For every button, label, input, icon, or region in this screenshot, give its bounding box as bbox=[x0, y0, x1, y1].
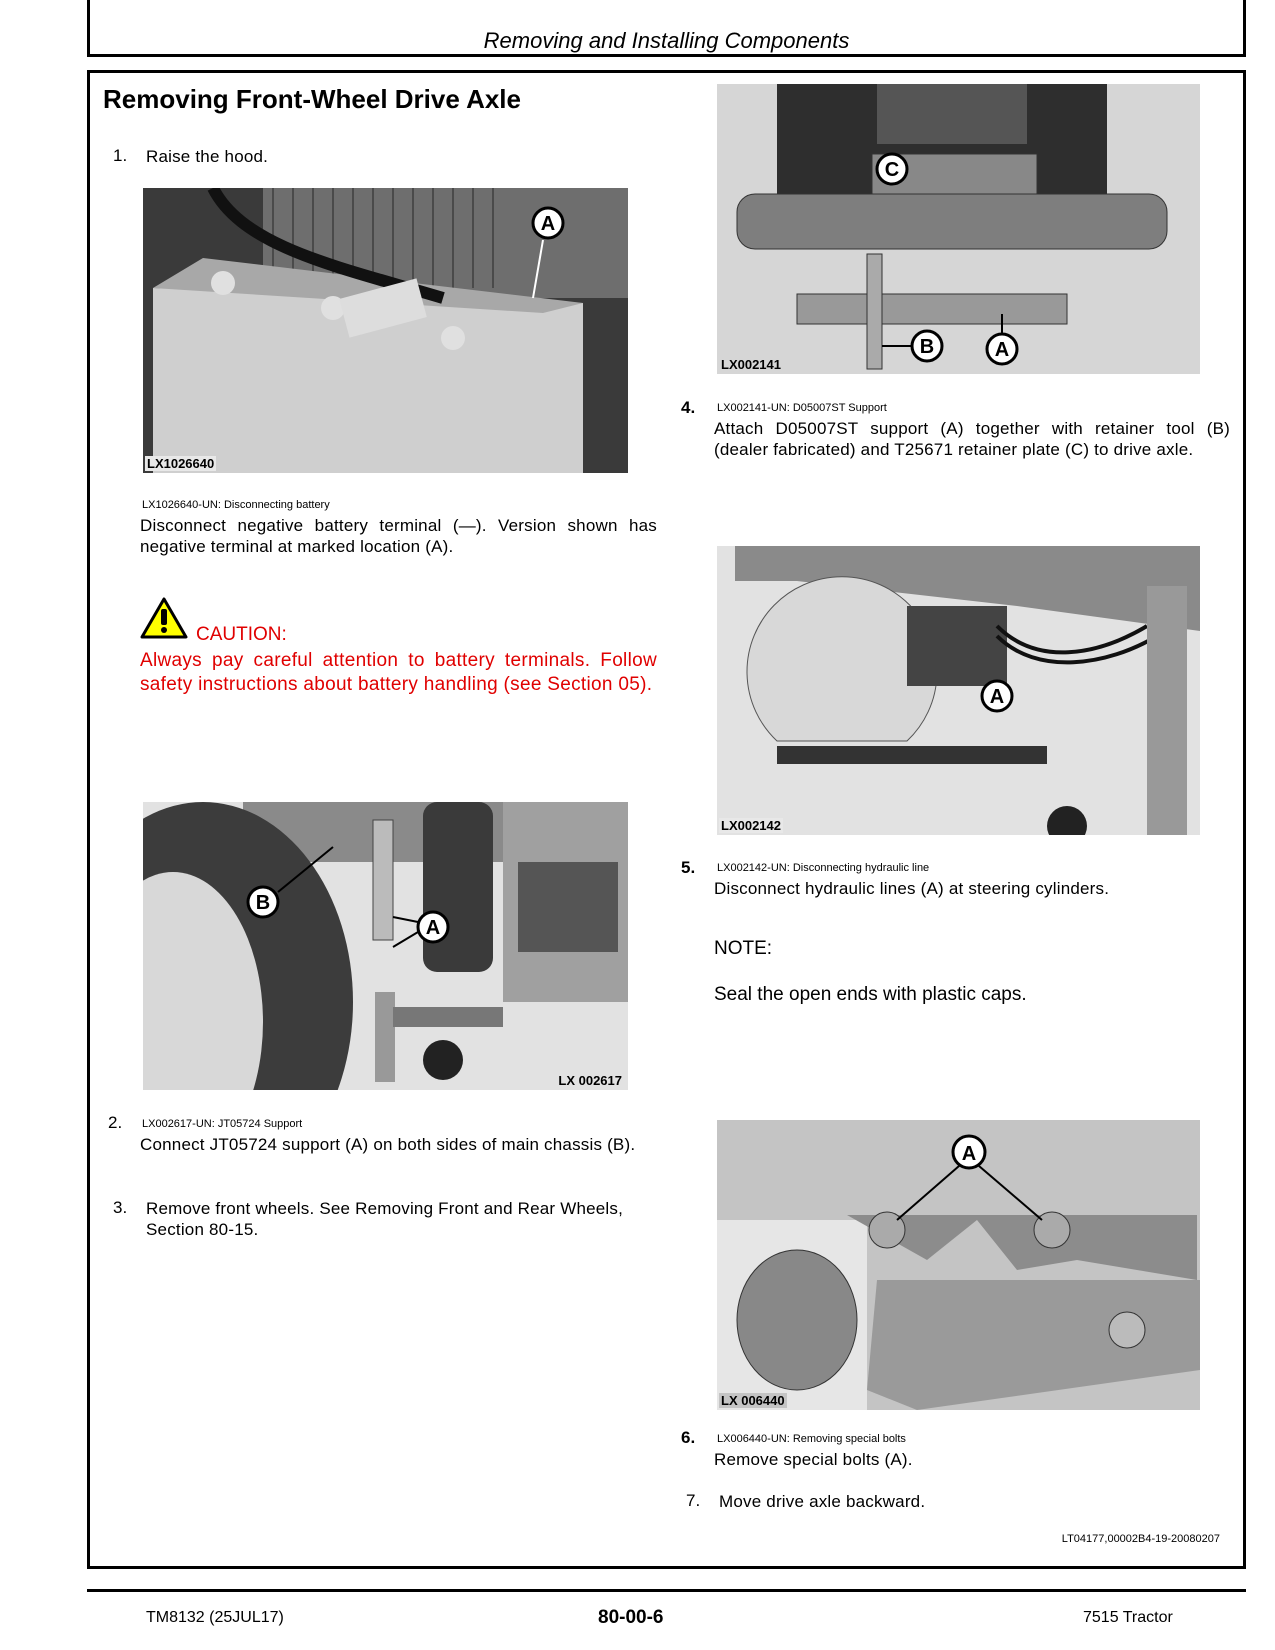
footer-manual-id: TM8132 (25JUL17) bbox=[146, 1609, 284, 1626]
photo-axle-support bbox=[717, 84, 1200, 374]
svg-text:B: B bbox=[919, 336, 935, 358]
step-number: 2. bbox=[108, 1113, 123, 1132]
photo-support bbox=[143, 802, 628, 1090]
step-text: Disconnect hydraulic lines (A) at steering cylinders. bbox=[714, 879, 1110, 898]
step-text: Move drive axle backward. bbox=[719, 1492, 926, 1511]
caution-text: Always pay careful attention to battery terminals. Follow safety instructions about battery handling (see Section 05). bbox=[140, 650, 657, 695]
caution-label: CAUTION: bbox=[196, 624, 287, 645]
image-id-label: LX002142 bbox=[721, 818, 781, 833]
image-id-label: LX 006440 bbox=[721, 1393, 785, 1408]
step-number: 3. bbox=[113, 1198, 128, 1217]
photo-hydraulic-lines bbox=[717, 546, 1200, 835]
image-id-label: LX002141 bbox=[721, 357, 781, 372]
figure-caption: LX006440-UN: Removing special bolts bbox=[717, 1433, 906, 1445]
footer-model: 7515 Tractor bbox=[1083, 1609, 1173, 1626]
step-number: 7. bbox=[686, 1491, 701, 1510]
step-text: Connect JT05724 support (A) on both sides of main chassis (B). bbox=[140, 1135, 636, 1154]
step-text: Remove front wheels. See Removing Front and Rear Wheels, Section 80-15. bbox=[146, 1199, 624, 1239]
figure-caption: LX002141-UN: D05007ST Support bbox=[717, 402, 887, 414]
svg-text:A: A bbox=[989, 686, 1005, 708]
photo-special-bolts bbox=[717, 1120, 1200, 1410]
figure-caption: LX002617-UN: JT05724 Support bbox=[142, 1118, 303, 1130]
svg-text:A: A bbox=[540, 213, 556, 235]
note-text: Seal the open ends with plastic caps. bbox=[714, 984, 1027, 1005]
svg-text:B: B bbox=[255, 892, 271, 914]
figure-caption: LX1026640-UN: Disconnecting battery bbox=[142, 499, 330, 511]
svg-text:A: A bbox=[994, 339, 1010, 361]
image-id-label: LX 002617 bbox=[558, 1073, 622, 1088]
warning-triangle-icon bbox=[140, 597, 188, 639]
step-number: 6. bbox=[681, 1428, 696, 1447]
step-number: 5. bbox=[681, 858, 696, 877]
document-id: LT04177,00002B4-19-20080207 bbox=[1061, 1533, 1220, 1545]
figure-caption: LX002142-UN: Disconnecting hydraulic line bbox=[717, 862, 930, 874]
svg-text:A: A bbox=[961, 1143, 977, 1165]
photo-battery bbox=[143, 188, 628, 473]
image-id-label: LX1026640 bbox=[147, 456, 215, 471]
step-text: Remove special bolts (A). bbox=[714, 1450, 913, 1469]
step-text: Disconnect negative battery terminal (—). Version shown has negative terminal at marked location (A). bbox=[140, 516, 657, 556]
footer-rule bbox=[87, 1589, 1246, 1592]
svg-text:C: C bbox=[884, 159, 900, 181]
page-header-title: Removing and Installing Components bbox=[483, 28, 850, 53]
footer-page-number: 80-00-6 bbox=[598, 1607, 664, 1628]
note-label: NOTE: bbox=[714, 938, 773, 959]
step-text: Attach D05007ST support (A) together with retainer tool (B) (dealer fabricated) and T25671 retainer plate (C) to drive axle. bbox=[714, 419, 1230, 459]
svg-text:A: A bbox=[425, 917, 441, 939]
step-text: Raise the hood. bbox=[146, 147, 269, 166]
step-number: 4. bbox=[681, 398, 696, 417]
section-title: Removing Front-Wheel Drive Axle bbox=[103, 84, 521, 114]
step-number: 1. bbox=[113, 146, 128, 165]
